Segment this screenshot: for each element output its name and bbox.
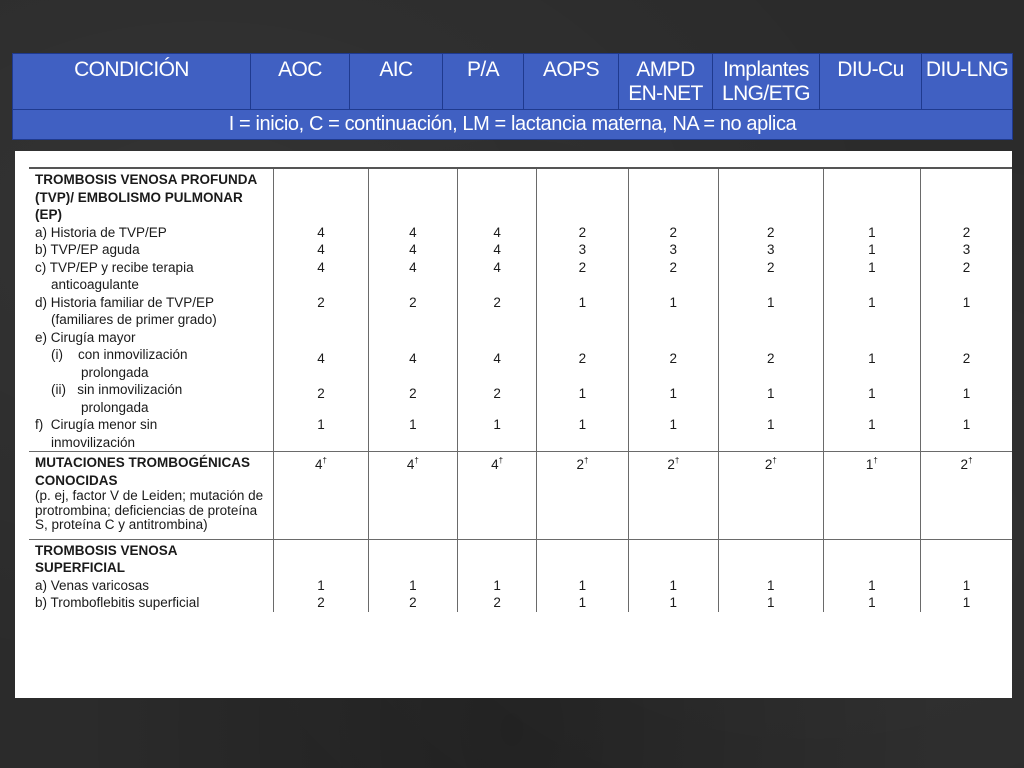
empty-cell [458, 168, 537, 224]
empty-cell [537, 329, 628, 347]
column-header-condicion: CONDICIÓN [13, 54, 251, 110]
cell-value [628, 452, 718, 490]
row-label-text: b) TVP/EP aguda [35, 242, 140, 257]
section-title-row [29, 539, 1012, 577]
cell-value: 1 [537, 594, 628, 612]
cell-value: 1 [368, 416, 457, 452]
cell-value: 2 [719, 224, 824, 242]
cell-value [537, 452, 628, 490]
cell-value: 2 [537, 224, 628, 242]
cell-value: 1 [719, 594, 824, 612]
cell-value: 2 [458, 594, 537, 612]
value-text: 2 [576, 457, 584, 472]
row-label-text: a) Venas varicosas [35, 577, 150, 593]
cell-value: 1 [628, 577, 718, 595]
cell-value: 2 [628, 259, 718, 294]
cell-value [823, 452, 920, 490]
cell-value: 2 [368, 294, 457, 329]
empty-cell [274, 329, 368, 347]
cell-value: 2 [368, 381, 457, 416]
cell-value: 1 [823, 416, 920, 452]
table-row [29, 241, 1012, 259]
table-row [29, 259, 1012, 294]
cell-value: 4 [274, 241, 368, 259]
cell-value: 4 [458, 259, 537, 294]
empty-cell [274, 489, 368, 535]
cell-value: 1 [823, 259, 920, 294]
row-label-text: e) Cirugía mayor [35, 329, 136, 345]
row-label [29, 381, 274, 416]
criteria-table [29, 167, 1012, 612]
cell-value: 1 [274, 577, 368, 595]
empty-cell [368, 329, 457, 347]
cell-value: 1 [628, 294, 718, 329]
section-title-row [29, 168, 1012, 224]
cell-value: 1 [368, 577, 457, 595]
empty-cell [823, 329, 920, 347]
row-label-continuation: (familiares de primer grado) [51, 312, 217, 327]
cell-value: 2 [921, 224, 1012, 242]
column-header-aic: AIC [350, 54, 443, 110]
empty-cell [921, 329, 1012, 347]
empty-cell [823, 168, 920, 224]
row-label-text: b) Tromboflebitis superficial [35, 595, 200, 610]
row-label [29, 594, 274, 612]
value-text: 4 [314, 457, 323, 472]
cell-value: 4 [458, 346, 537, 381]
cell-value: 1 [823, 381, 920, 416]
empty-cell [719, 489, 824, 535]
cell-value: 2 [628, 224, 718, 242]
value-text: 1 [865, 457, 874, 472]
cell-value: 4 [368, 241, 457, 259]
row-label-text: f) Cirugía menor sin [35, 417, 158, 432]
cell-value: 1 [274, 416, 368, 452]
section-title: MUTACIONES TROMBOGÉNICAS CONOCIDAS [29, 452, 274, 490]
empty-cell [719, 329, 824, 347]
row-label-text: (ii) sin inmovilización [51, 382, 183, 397]
cell-value [368, 452, 457, 490]
table-row [29, 224, 1012, 242]
cell-value: 3 [719, 241, 824, 259]
cell-value: 2 [274, 294, 368, 329]
cell-value: 1 [921, 416, 1012, 452]
empty-cell [458, 489, 537, 535]
row-label [29, 259, 274, 294]
value-text: 4 [406, 457, 415, 472]
column-header-pa: P/A [443, 54, 524, 110]
cell-value: 1 [823, 241, 920, 259]
row-label [29, 294, 274, 329]
empty-cell [921, 539, 1012, 577]
empty-cell [458, 329, 537, 347]
cell-value: 1 [921, 294, 1012, 329]
section-subtitle-row [29, 489, 1012, 535]
cell-value: 1 [458, 416, 537, 452]
cell-value [458, 452, 537, 490]
cell-value: 1 [537, 577, 628, 595]
column-header-aoc: AOC [251, 54, 350, 110]
column-header-aops: AOPS [524, 54, 619, 110]
dagger-mark: † [772, 456, 777, 465]
column-header-diu-cu: DIU-Cu [820, 54, 922, 110]
empty-cell [719, 168, 824, 224]
empty-cell [719, 539, 824, 577]
cell-value: 4 [458, 224, 537, 242]
empty-cell [823, 539, 920, 577]
cell-value: 1 [719, 577, 824, 595]
cell-value: 1 [921, 381, 1012, 416]
cell-value: 2 [368, 594, 457, 612]
cell-value: 3 [628, 241, 718, 259]
cell-value: 4 [458, 241, 537, 259]
row-label [29, 346, 274, 381]
row-label [29, 416, 274, 452]
row-label-text: a) Historia de TVP/EP [35, 224, 167, 240]
cell-value: 2 [274, 381, 368, 416]
dagger-mark: † [498, 456, 504, 465]
row-label [29, 329, 274, 347]
table-row [29, 416, 1012, 452]
cell-value: 1 [628, 381, 718, 416]
cell-value: 2 [921, 259, 1012, 294]
cell-value: 1 [719, 416, 824, 452]
empty-cell [537, 539, 628, 577]
row-label [29, 241, 274, 259]
empty-cell [458, 539, 537, 577]
dagger-mark: † [583, 456, 589, 465]
row-label-text: d) Historia familiar de TVP/EP [35, 294, 215, 310]
table-row [29, 381, 1012, 416]
row-label-continuation: anticoagulante [51, 277, 139, 292]
cell-value: 1 [537, 294, 628, 329]
dagger-mark: † [414, 456, 419, 465]
cell-value: 2 [274, 594, 368, 612]
empty-cell [537, 489, 628, 535]
cell-value: 1 [823, 346, 920, 381]
cell-value [719, 452, 824, 490]
cell-value: 1 [537, 381, 628, 416]
cell-value: 3 [921, 241, 1012, 259]
cell-value: 2 [628, 346, 718, 381]
cell-value: 1 [628, 416, 718, 452]
cell-value: 1 [628, 594, 718, 612]
cell-value: 1 [823, 577, 920, 595]
empty-cell [537, 168, 628, 224]
empty-cell [628, 329, 718, 347]
cell-value: 4 [274, 224, 368, 242]
table-row [29, 577, 1012, 595]
table-body-panel [15, 151, 1012, 698]
cell-value: 2 [921, 346, 1012, 381]
section-title-row [29, 452, 1012, 490]
section-title: TROMBOSIS VENOSA PROFUNDA (TVP)/ EMBOLISMO PULMONAR (EP) [29, 168, 274, 224]
column-header-implantes: Implantes LNG/ETG [713, 54, 820, 110]
header-table [12, 53, 1013, 140]
empty-cell [628, 489, 718, 535]
row-label-continuation: prolongada [81, 399, 149, 415]
column-header-ampd: AMPD EN-NET [619, 54, 713, 110]
table-row [29, 329, 1012, 347]
cell-value: 2 [719, 259, 824, 294]
row-label [29, 224, 274, 242]
empty-cell [823, 489, 920, 535]
table-row [29, 346, 1012, 381]
cell-value [274, 452, 368, 490]
cell-value: 1 [458, 577, 537, 595]
row-label-text: (i) con inmovilización [51, 347, 188, 362]
cell-value: 2 [537, 259, 628, 294]
row-label-text: c) TVP/EP y recibe terapia [35, 259, 194, 275]
cell-value: 1 [921, 594, 1012, 612]
cell-value: 4 [368, 346, 457, 381]
cell-value: 3 [537, 241, 628, 259]
dagger-mark: † [674, 456, 680, 465]
cell-value [921, 452, 1012, 490]
section-title: TROMBOSIS VENOSA SUPERFICIAL [29, 539, 274, 577]
cell-value: 2 [458, 294, 537, 329]
dagger-mark: † [322, 456, 327, 465]
empty-cell [921, 489, 1012, 535]
dagger-mark: † [873, 456, 878, 465]
cell-value: 2 [719, 346, 824, 381]
value-text: 2 [667, 457, 675, 472]
column-header-diu-lng: DIU-LNG [922, 54, 1013, 110]
empty-cell [368, 539, 457, 577]
cell-value: 4 [368, 224, 457, 242]
cell-value: 1 [537, 416, 628, 452]
row-label-continuation: inmovilización [51, 434, 136, 450]
legend-text: I = inicio, C = continuación, LM = lactancia materna, NA = no aplica [13, 110, 1013, 140]
cell-value: 1 [921, 577, 1012, 595]
cell-value: 2 [458, 381, 537, 416]
cell-value: 1 [823, 294, 920, 329]
empty-cell [274, 539, 368, 577]
row-label-continuation: prolongada [81, 364, 149, 380]
value-text: 2 [764, 457, 773, 472]
cell-value: 4 [274, 346, 368, 381]
cell-value: 1 [823, 594, 920, 612]
section-subtitle: (p. ej, factor V de Leiden; mutación de protrombina; deficiencias de proteína S, proteína C y antitrombina) [35, 488, 264, 532]
value-text: 2 [960, 457, 969, 472]
cell-value: 2 [537, 346, 628, 381]
cell-value: 1 [719, 381, 824, 416]
cell-value: 1 [719, 294, 824, 329]
empty-cell [368, 489, 457, 535]
cell-value: 4 [274, 259, 368, 294]
empty-cell [628, 168, 718, 224]
empty-cell [921, 168, 1012, 224]
empty-cell [368, 168, 457, 224]
dagger-mark: † [968, 456, 973, 465]
cell-value: 4 [368, 259, 457, 294]
cell-value: 1 [823, 224, 920, 242]
empty-cell [628, 539, 718, 577]
empty-cell [274, 168, 368, 224]
table-row [29, 594, 1012, 612]
value-text: 4 [491, 457, 499, 472]
table-row [29, 294, 1012, 329]
row-label [29, 577, 274, 595]
